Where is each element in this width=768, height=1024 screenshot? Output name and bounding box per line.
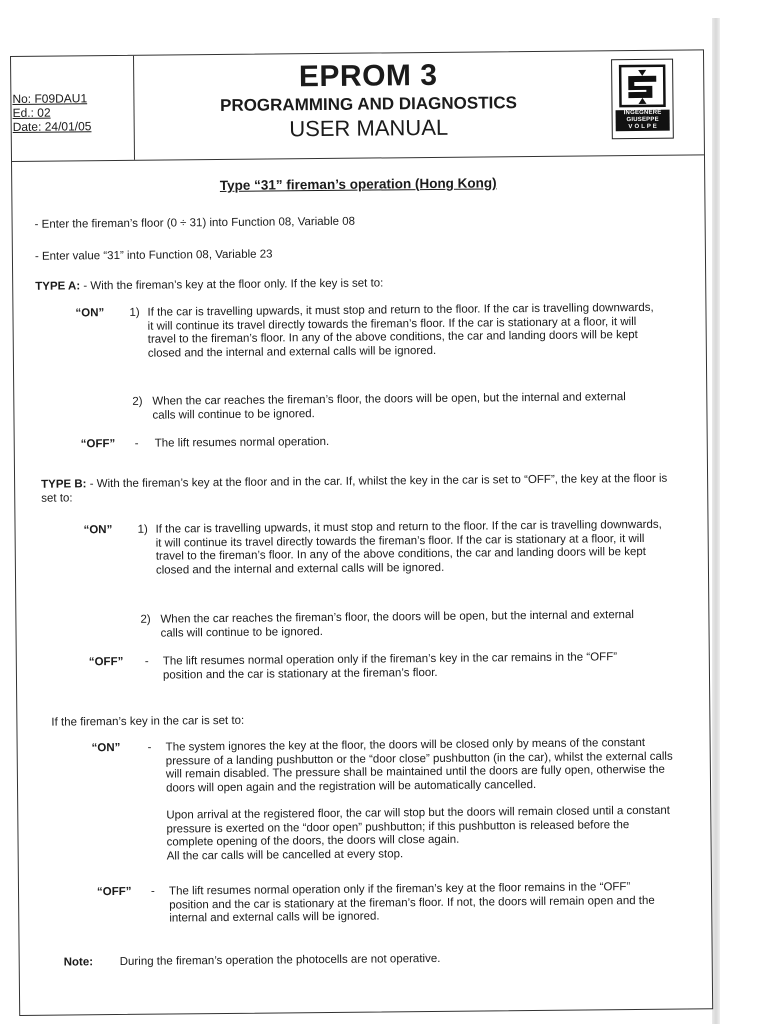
document-subtitle: PROGRAMMING AND DIAGNOSTICS [219,93,517,115]
document-header [11,50,704,162]
company-logo [611,59,674,140]
type-a-paragraph [35,277,383,294]
type-a-item-2-text: When the car reaches the fireman’s floor, the doors will be open, but the internal and external calls will continue to be ignored. [152,391,626,422]
document-title: EPROM 3 [298,58,438,94]
document-number: No: F09DAU1 [12,91,88,106]
scan-edge-shadow [712,18,720,1024]
car-key-off-text: The lift resumes normal operation only if the fireman’s key at the floor remains in the “OFF” position and the car is stationary at the fireman’s floor. If not, the doors will remain open and the internal and external calls will be ignored. [168,881,655,925]
document-edition: Ed.: 02 [12,105,51,120]
car-key-on-text-1: The system ignores the key at the floor, the doors will be closed only by means of the constant pressure of a landing pushbutton or the “door close” pushbutton (in the car), whilst the external calls will remain disabled. The pressure shall be maintained until the doors are fully open, otherwise the doors will open again and the registration will be automatically cancelled. [165,736,673,795]
type-b-text: - With the fireman’s key at the floor and in the car. If, whilst the key in the car is set to “OFF”, the key at the floor is set to: [41,472,668,505]
logo-line-3: V O L P E [628,123,658,131]
car-key-off-label: “OFF” [96,885,132,899]
car-key-on-dash: - [147,741,152,754]
type-b-paragraph [41,473,671,506]
note-text: During the fireman’s operation the photocells are not operative. [119,952,441,968]
logo-line-1: INGEGNERE [623,109,662,117]
company-logo-icon [618,64,666,108]
note-label: Note: [63,956,94,969]
type-a-item-2-number: 2) [132,395,143,408]
instruction-function-08-variable-23: - Enter value “31” into Function 08, Variable 23 [34,248,273,263]
logo-lettering [616,110,670,132]
type-b-item-2-number: 2) [140,613,151,626]
document-date: Date: 24/01/05 [12,119,92,134]
type-b-item-1-text: If the car is travelling upwards, it must stop and return to the floor. If the car is travelling downwards, it will continue its travel directly towards the fireman’s floor. If the car is stationary at a floor, it will travel to the fireman’s floor. In any of the above conditions, the car and landing doors will be kept closed and the internal and external calls will be ignored. [155,518,662,577]
type-a-text: - With the fireman’s key at the floor only. If the key is set to: [80,277,384,293]
document-title-block [135,57,602,143]
type-a-item-1-number: 1) [129,306,140,319]
car-key-on-label: “ON” [91,741,121,755]
document-subtitle-manual: USER MANUAL [289,114,449,142]
type-a-item-1-text: If the car is travelling upwards, it must stop and return to the floor. If the car is travelling downwards, it will continue its travel directly towards the fireman’s floor. If the car is stationary at a floor, it will travel to the fireman’s floor. In any of the above conditions, the car and landing doors will be kept closed and the internal and external calls will be ignored. [147,301,654,360]
type-b-off-text: The lift resumes normal operation only if the fireman’s key in the car remains in the “OFF” position and the car is stationary at the fireman’s floor. [162,651,618,682]
type-a-off-label: “OFF” [80,438,116,451]
type-b-on-label: “ON” [83,524,113,537]
car-key-on-text-2: Upon arrival at the registered floor, the car will stop but the doors will remain closed until a constant pressure is exerted on the “door open” pushbutton; if this pushbutton is released before the complete opening of the doors, the doors will close again. [166,804,671,849]
car-key-off-dash: - [150,885,155,898]
document-info-box [11,56,135,161]
type-b-off-dash: - [144,655,149,668]
type-b-off-label: “OFF” [88,655,124,669]
car-key-intro: If the fireman’s key in the car is set to: [51,714,245,729]
manual-page [10,49,713,1016]
logo-line-2: GIUSEPPE [626,116,659,124]
type-b-item-1-number: 1) [137,523,148,536]
type-a-on-label: “ON” [75,307,105,320]
type-a-label: TYPE A: [35,280,81,293]
type-b-label: TYPE B: [41,478,87,491]
type-a-off-text: The lift resumes normal operation. [154,435,330,450]
instruction-function-08-variable-08: - Enter the fireman’s floor (0 ÷ 31) into Function 08, Variable 08 [34,215,356,231]
car-key-on-text-3: All the car calls will be cancelled at every stop. [166,848,404,863]
type-b-item-2-text: When the car reaches the fireman’s floor, the doors will be open, but the internal and external calls will continue to be ignored. [160,609,634,640]
section-heading: Type “31” fireman’s operation (Hong Kong) [219,175,497,193]
type-a-off-dash: - [134,437,139,450]
